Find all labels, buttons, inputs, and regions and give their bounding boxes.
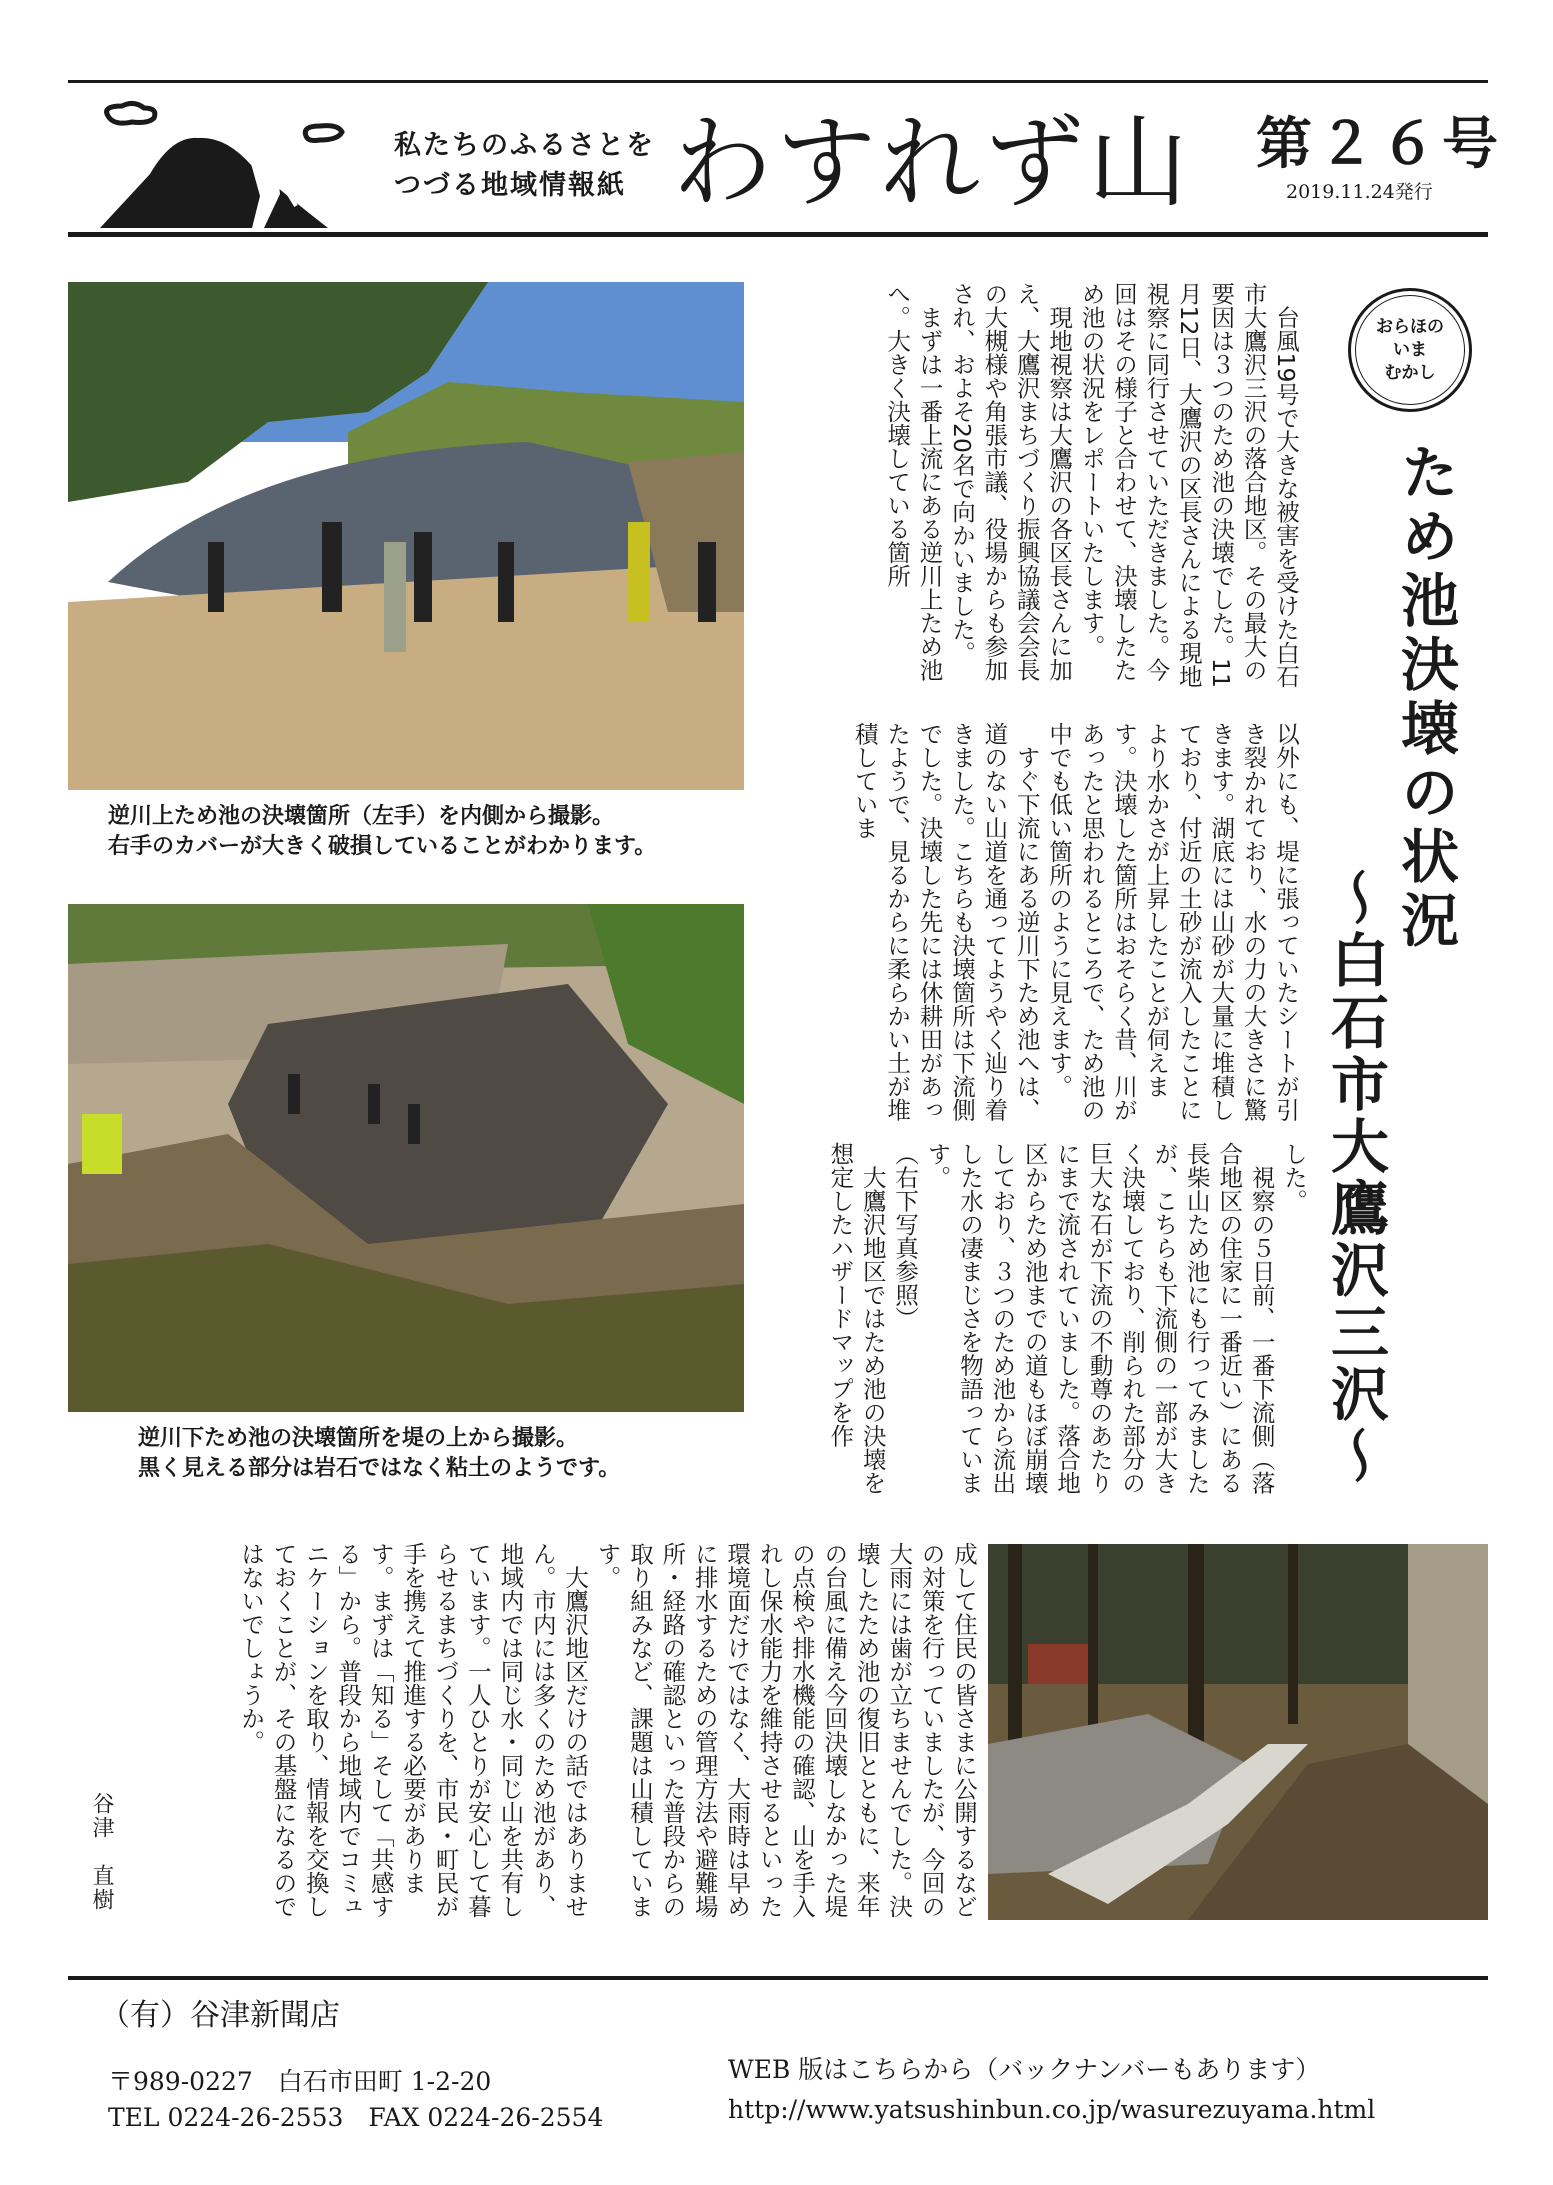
- masthead-title: わすれず山: [672, 104, 1192, 221]
- header-bottom-rule: [68, 232, 1488, 237]
- footer-tel-fax: TEL 0224-26-2553 FAX 0224-26-2554: [108, 2103, 604, 2132]
- photo-lower-pond-breach: [68, 904, 744, 1412]
- article-column-4: 成して住民の皆さまに公開するなどの対策を行っていましたが、今回の大雨には歯が立ちませんでした。決壊したため池の復旧とともに、来年の台風に備え今回決壊しなかった堤の点検や排水機能の確認、山を手入れし保水能力を維持させるといった環境面だけではなく、大雨時は早めに排水するための管理方法や避難場所・経路の確認といった普段からの取り組みなど、課題は山積しています。 大鷹沢地区だけの話ではありません。市内には多くのため池があり、地域内では同じ水・同じ山を共有しています。一人ひとりが安心して暮らせるまちづくりを、市民・町民が手を携えて推進する必要があります。まずは「知る」そして「共感する」から。普段から地域内でコミュニケーションを取り、情報を交換しておくことが、その基盤になるのではないでしょうか。: [237, 1542, 978, 1918]
- tagline: [394, 126, 655, 206]
- photo1-caption: [108, 802, 656, 862]
- footer-top-rule: [68, 1976, 1488, 1980]
- photo-flood-damaged-stream: [988, 1544, 1488, 1920]
- photo1-caption-line-2: 右手のカバーが大きく破損していることがわかります。: [108, 834, 657, 859]
- article-column-1: 台風19号で大きな被害を受けた白石市大鷹沢三沢の落合地区。その最大の要因は３つのため池の決壊でした。11月12日、大鷹沢の区長さんによる現地視察に同行させていただきました。今回はその様子と合わせて、決壊したため池の状況をレポートいたします。 現地視察は大鷹沢の各区長さんに加え、大鷹沢まちづくり振興協議会会長の大槻様や角張市議、役場からも参加され、およそ20名で向かいました。 まずは一番上流にある逆川上ため池へ。大きく決壊している箇所: [883, 282, 1300, 688]
- photo2-caption-line-1: 逆川下ため池の決壊箇所を堤の上から撮影。: [138, 1426, 579, 1451]
- headline-main: ため池決壊の状況: [1391, 442, 1459, 954]
- issue-date: 2019.11.24発行: [1286, 181, 1433, 203]
- mountain-hiker-logo: [92, 96, 382, 232]
- tagline-line-1: 私たちのふるさとを: [394, 130, 655, 161]
- footer-url[interactable]: http://www.yatsushinbun.co.jp/wasurezuyama.html: [728, 2095, 1376, 2124]
- headline-sub: ～白石市大鷹沢三沢～: [1321, 868, 1389, 1488]
- issue-number: 第２６号: [1256, 111, 1504, 177]
- photo1-caption-line-1: 逆川上ため池の決壊箇所（左手）を内側から撮影。: [108, 804, 615, 829]
- article-column-3: した。 視察の５日前、一番下流側（落合地区の住家に一番近い）にある長柴山ため池にも行ってみましたが、こちらも下流側の一部が大きく決壊しており、削られた部分の巨大な石が下流の不動尊のあたりにまで流されていました。落合地区からため池までの道もほぼ崩壊しており、３つのため池から流出した水の凄まじさを物語っています。 （右下写真参照） 大鷹沢地区ではため池の決壊を想定したハザードマップを作: [826, 1142, 1308, 1495]
- series-badge-label: おらほの いま むかし: [1376, 316, 1444, 383]
- series-badge-inner: [1355, 295, 1465, 405]
- photo2-caption: [138, 1424, 620, 1484]
- photo2-caption-line-2: 黒く見える部分は岩石ではなく粘土のようです。: [138, 1456, 621, 1481]
- footer-web-label: WEB 版はこちらから（バックナンバーもあります）: [728, 2055, 1321, 2084]
- header-top-rule: [68, 80, 1488, 83]
- article-author: 谷津 直樹: [89, 1792, 114, 1912]
- tagline-line-2: つづる地域情報紙: [394, 170, 626, 201]
- footer-company: （有）谷津新聞店: [100, 1998, 340, 2033]
- series-badge: [1348, 288, 1472, 412]
- photo-upper-pond-breach: [68, 282, 744, 790]
- article-column-2: 以外にも、堤に張っていたシートが引き裂かれており、水の力の大きさに驚きます。湖底には山砂が大量に堆積しており、付近の土砂が流入したことにより水かさが上昇したことが伺えます。決壊した箇所はおそらく昔、川があったと思われるところで、ため池の中でも低い箇所のように見えます。 すぐ下流にある逆川下ため池へは、道のない山道を通ってようやく辿り着きました。こちらも決壊箇所は下流側でした。決壊した先には休耕田があったようで、見るからに柔らかい土が堆積していま: [850, 722, 1300, 1122]
- footer-address: 〒989-0227 白石市田町 1-2-20: [108, 2067, 492, 2096]
